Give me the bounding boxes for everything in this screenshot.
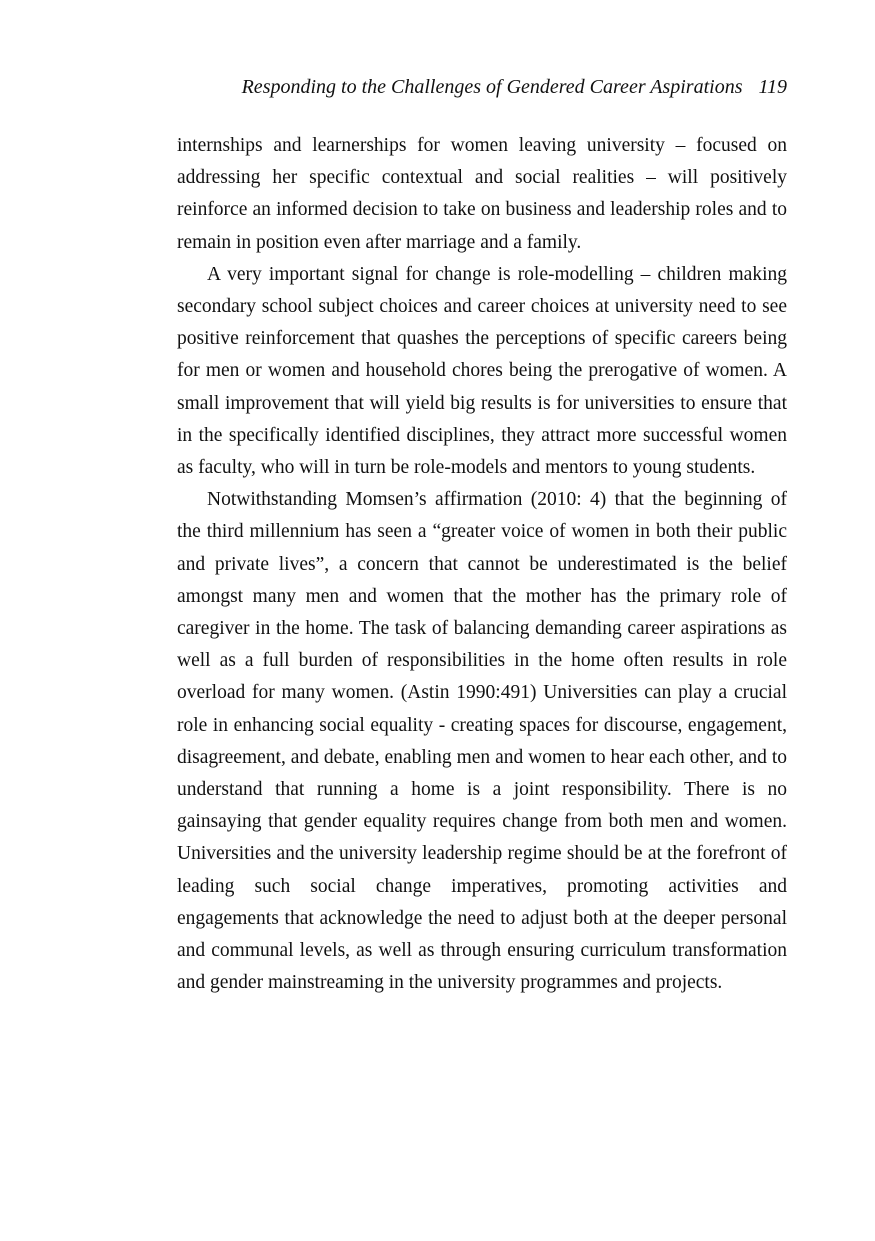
- paragraph-role-modelling: A very important signal for change is role-modelling – children making secondary school subject choices and career choices at university need to see positive reinforcement that quashes the perceptions of specific careers being for men or women and household chores being the prerogative of women. A small improvement that will yield big results is for universities to ensure that in the specifically identified disciplines, they attract more successful women as faculty, who will in turn be role-models and mentors to young students.: [177, 263, 787, 479]
- running-title: Responding to the Challenges of Gendered Career Aspirations: [241, 76, 743, 98]
- body-text: [177, 130, 787, 999]
- page-number: 119: [758, 76, 787, 98]
- paragraph-continued: internships and learnerships for women leaving university – focused on addressing her specific contextual and social realities – will positively reinforce an informed decision to take on business and leadership roles and to remain in position even after marriage and a family.: [177, 135, 787, 253]
- paragraph-momsen-affirmation: Notwithstanding Momsen’s affirmation (2010: 4) that the beginning of the third millennium has seen a “greater voice of women in both their public and private lives”, a concern that cannot be underestimated is the belief amongst many men and women that the mother has the primary role of caregiver in the home. The task of balancing demanding career aspirations as well as a full burden of responsibilities in the home often results in role overload for many women. (Astin 1990:491) Universities can play a crucial role in enhancing social equality - creating spaces for discourse, engagement, disagreement, and debate, enabling men and women to hear each other, and to understand that running a home is a joint responsibility. There is no gainsaying that gender equality requires change from both men and women. Universities and the university leadership regime should be at the forefront of leading such social change imperatives, promoting activities and engagements that acknowledge the need to adjust both at the deeper personal and communal levels, as well as through ensuring curriculum transformation and gender mainstreaming in the university programmes and projects.: [177, 489, 787, 994]
- running-header: [177, 74, 787, 100]
